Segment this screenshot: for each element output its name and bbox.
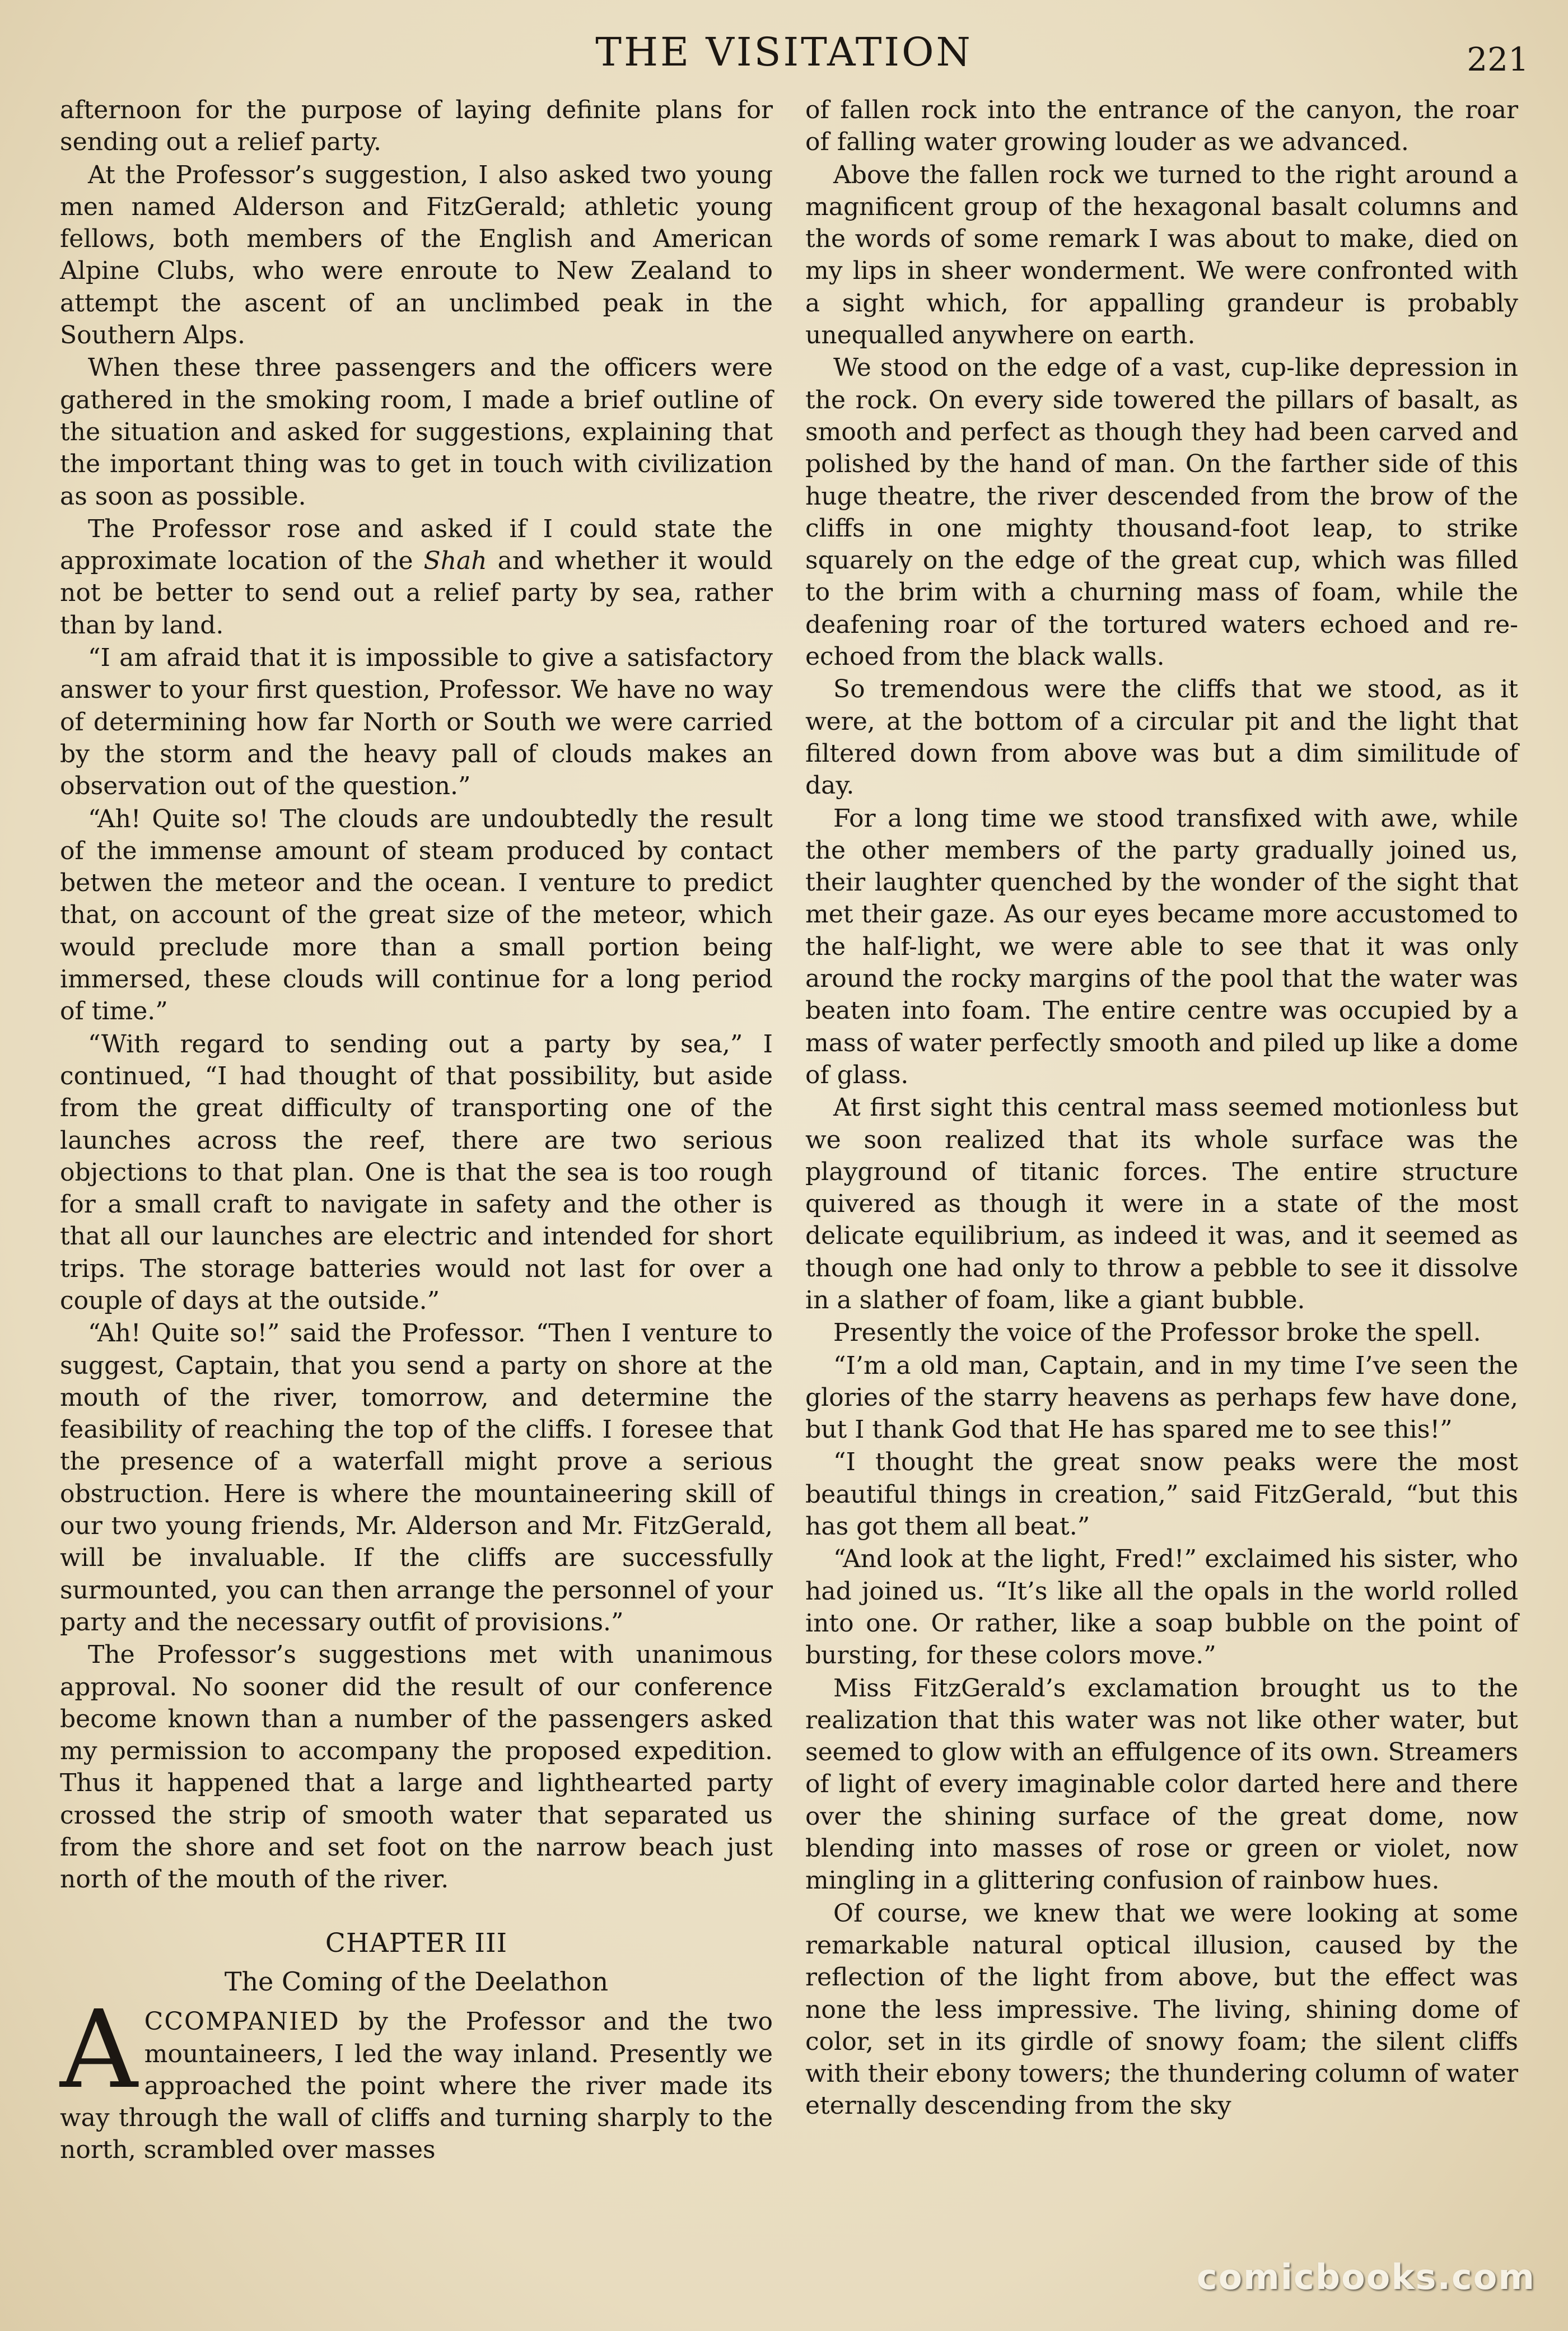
paragraph: “I thought the great snow peaks were the most beautiful things in creation,” said FitzGerald, “but this has got them all beat.” [805,1448,1518,1541]
paragraph: When these three passengers and the officers were gathered in the smoking room, I made a brief outline of the situation and asked for suggestions, explaining that the important thing was to get in touch with civilization as soon as possible. [60,353,773,511]
paragraph: Presently the voice of the Professor broke the spell. [833,1318,1481,1348]
paragraph: afternoon for the purpose of laying definite plans for sending out a relief party. [60,96,773,157]
paragraph: “Ah! Quite so!” said the Professor. “Then I venture to suggest, Captain, that you send a party on shore at the mouth of the river, tomorrow, and determine the feasibility of reaching the top of the cliffs. I foresee that the presence of a waterfall might prove a serious obstruction. Here is where the mountaineering skill of our two young friends, Mr. Alderson and Mr. FitzGerald, will be invaluable. If the cliffs are successfully surmounted, you can then arrange the personnel of your party and the necessary outfit of provisions.” [60,1319,773,1637]
paragraph [60,513,773,641]
opening-paragraph [60,1988,773,2166]
paragraph: At the Professor’s suggestion, I also asked two young men named Alderson and FitzGerald; athletic young fellows, both members of the English and American Alpine Clubs, who were enroute to New Zealand to attempt the ascent of an unclimbed peak in the Southern Alps. [60,160,773,350]
paragraph: At first sight this central mass seemed motionless but we soon realized that its whole surface was the playground of titanic forces. The entire structure quivered as though it were in a state of the most delicate equilibrium, as indeed it was, and it seemed as though one had only to throw a pebble to see it dissolve in a slather of foam, like a giant bubble. [805,1093,1518,1314]
paragraph: “Ah! Quite so! The clouds are undoubtedly the result of the immense amount of steam produced by contact betwen the meteor and the ocean. I venture to predict that, on account of the great size of the meteor, which would preclude more than a small portion being immersed, these clouds will continue for a long period of time.” [60,804,773,1026]
drop-cap: A [60,1988,138,2113]
paragraph: The Professor’s suggestions met with unanimous approval. No sooner did the result of our conference become known than a number of the passengers asked my permission to accompany the proposed expedition. Thus it happened that a large and lighthearted party crossed the strip of smooth water that separated us from the shore and set foot on the narrow beach just north of the mouth of the river. [60,1640,773,1894]
paragraph: Of course, we knew that we were looking at some remarkable natural optical illusion, caused by the reflection of the light from above, but the effect was none the less impressive. The living, shining dome of color, set in its girdle of snowy foam; the silent cliffs with their ebony towers; the thundering column of water eternally descending from the sky [805,1899,1518,2120]
paragraph: For a long time we stood transfixed with awe, while the other members of the party gradually joined us, their laughter quenched by the wonder of the sight that met their gaze. As our eyes became more accustomed to the half-light, we were able to see that it was only around the rocky margins of the pool that the water was beaten into foam. The entire centre was occupied by a mass of water perfectly smooth and piled up like a dome of glass. [805,804,1518,1089]
paragraph-text: and whether it would not be better to send out a relief party by sea, rather than by land. [60,547,773,640]
right-column [805,94,1518,2122]
paragraph: Above the fallen rock we turned to the right around a magnificent group of the hexagonal basalt columns and the words of some remark I was about to make, died on my lips in sheer wonderment. We were confronted with a sight which, for appalling grandeur is probably unequalled anywhere on earth. [805,160,1518,350]
chapter-heading: CHAPTER III [325,1927,508,1959]
paragraph: of fallen rock into the entrance of the canyon, the roar of falling water growing louder as we advanced. [805,96,1518,157]
paragraph: Miss FitzGerald’s exclamation brought us to the realization that this water was not like other water, but seemed to glow with an effulgence of its own. Streamers of light of every imaginable color darted here and there over the shining surface of the great dome, now blending into masses of rose or green or violet, now mingling in a glittering confusion of rainbow hues. [805,1673,1518,1895]
paragraph-text: by the Professor and the two mountaineers, I led the way inland. Presently we approached the point where the river made its way through the wall of cliffs and turning sharply to the north, scrambled over masses [60,2007,773,2165]
ship-name: Shah [423,547,487,576]
paragraph: “With regard to sending out a party by sea,” I continued, “I had thought of that possibility, but aside from the great difficulty of transporting one of the launches across the reef, there are two serious objections to that plan. One is that the sea is too rough for a small craft to navigate in safety and the other is that all our launches are electric and intended for short trips. The storage batteries would not last for over a couple of days at the outside.” [60,1029,773,1315]
paragraph: We stood on the edge of a vast, cup-like depression in the rock. On every side towered the pillars of basalt, as smooth and perfect as though they had been carved and polished by the hand of man. On the farther side of this huge theatre, the river descended from the brow of the cliffs in one mighty thousand-foot leap, to strike squarely on the edge of the great cup, which was filled to the brim with a churning mass of foam, while the deafening roar of the tortured waters echoed and re-echoed from the black walls. [805,353,1518,672]
paragraph: “I’m a old man, Captain, and in my time I’ve seen the glories of the starry heavens as perhaps few have done, but I thank God that He has spared me to see this!” [805,1351,1518,1444]
paragraph: “I am afraid that it is impossible to give a satisfactory answer to your first question, Professor. We have no way of determining how far North or South we were carried by the storm and the heavy pall of clouds makes an observation out of the question.” [60,644,773,801]
small-caps-lead: CCOMPANIED [144,2007,340,2036]
page-number: 221 [1467,40,1529,78]
paragraph: So tremendous were the cliffs that we stood, as it were, at the bottom of a circular pit and the light that filtered down from above was but a dim similitude of day. [805,675,1518,800]
left-column [60,94,773,2166]
watermark: comicbooks.com [1196,2257,1536,2297]
paragraph: “And look at the light, Fred!” exclaimed his sister, who had joined us. “It’s like all the opals in the world rolled into one. Or rather, like a soap bubble on the point of bursting, for these colors move.” [805,1545,1518,1670]
chapter-subtitle: The Coming of the Deelathon [224,1966,609,1997]
paragraph-text: The Professor rose and asked if I could state the approximate location of the [60,514,773,576]
running-title: THE VISITATION [595,29,973,75]
